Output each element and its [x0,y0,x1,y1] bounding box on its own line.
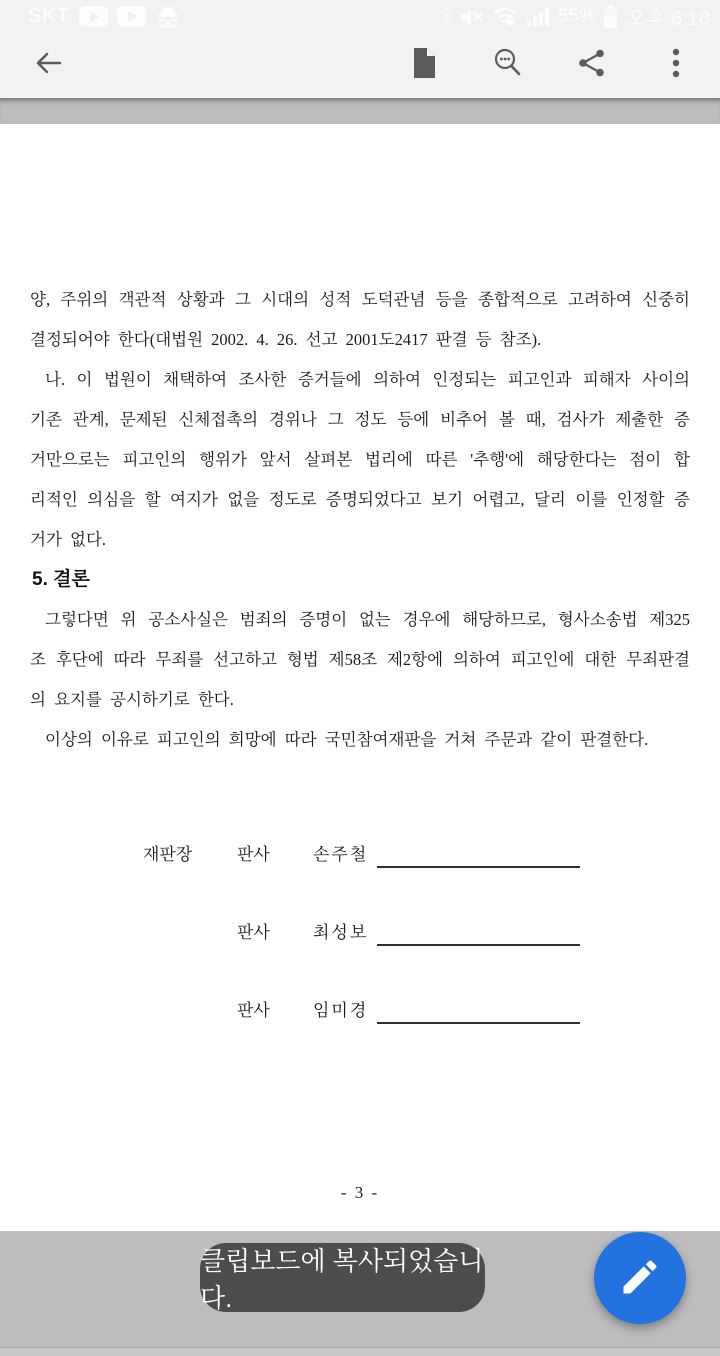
status-bar-left [28,5,181,29]
signature-row [143,835,690,875]
document-text-line: 거만으로는 피고인의 행위가 앞서 살펴본 법리에 따른 '추행'에 해당한다는 점이 합 [30,450,690,469]
app-toolbar [0,33,720,98]
youtube-icon [117,6,146,27]
battery-icon [603,5,618,29]
judge-name-label: 손주철 [313,845,369,864]
toolbar-actions [382,33,718,93]
document-text-line: 결정되어야 한다(대법원 2002. 4. 26. 선고 2001도2417 판결 등 참조). [30,330,542,349]
page-gap [0,98,720,124]
signature-underline [377,1000,580,1024]
clipboard-toast [200,1243,485,1312]
bluetooth-icon [439,6,452,28]
document-text-line: 거가 없다. [30,530,107,549]
clock-label: 오후 6:18 [626,8,710,30]
document-text-line: 이상의 이유로 피고인의 희망에 따라 국민참여재판을 거쳐 주문과 같이 판결한다. [45,730,649,749]
judge-name-label: 임미경 [313,1001,369,1020]
status-bar [0,0,720,33]
page-view-button[interactable] [382,33,466,93]
pencil-icon [618,1255,662,1302]
status-bar-right [439,2,710,31]
signature-row [143,991,690,1031]
judge-title-label: 판사 [237,845,270,864]
back-button[interactable] [6,33,90,93]
search-zoom-icon [492,47,524,82]
signature-underline [377,844,580,868]
navigation-bar-strip [0,1347,720,1356]
section-heading: 5. 결론 [32,569,90,590]
judge-title-label: 판사 [237,1001,270,1020]
judge-title-label: 판사 [237,923,270,942]
page-number-label: - 3 - [340,1183,380,1202]
edit-fab-button[interactable] [594,1232,686,1324]
signal-strength-icon [527,7,551,27]
signature-row [143,913,690,953]
document-text-line: 그렇다면 위 공소사실은 범죄의 증명이 없는 경우에 해당하므로, 형사소송법 제325 [45,610,690,629]
document-text-line: 양, 주위의 객관적 상황과 그 시대의 성적 도덕관념 등을 종합적으로 고려하여 신중히 [30,290,690,309]
share-button[interactable] [550,33,634,93]
share-icon [577,48,607,81]
judge-role-label: 재판장 [143,845,193,864]
document-text-line: 의 요지를 공시하기로 한다. [30,690,234,709]
document-page-surface[interactable] [0,124,720,1231]
document-page-icon [410,47,438,82]
overflow-menu-icon [672,47,680,82]
carrier-label: SKT [28,5,70,27]
judge-name-label: 최성보 [313,923,369,942]
search-button[interactable] [466,33,550,93]
battery-percent-label: 55% [557,5,596,27]
signature-block [30,835,690,1031]
signature-underline [377,922,580,946]
mute-icon [459,6,485,28]
document-text-line: 나. 이 법원이 채택하여 조사한 증거들에 의하여 인정되는 피고인과 피해자 사이의 [45,370,690,389]
document-text-line: 조 후단에 따라 무죄를 선고하고 형법 제58조 제2항에 의하여 피고인에 대한 무죄판결 [30,650,690,669]
document-text-line: 리적인 의심을 할 여지가 없을 정도로 증명되었다고 보기 어렵고, 달리 이를 인정할 증 [30,490,690,509]
overflow-menu-button[interactable] [634,33,718,93]
youtube-icon [79,6,108,27]
document-text-line: 기존 관계, 문제된 신체접촉의 경위나 그 정도 등에 비추어 볼 때, 검사가 제출한 증 [30,410,690,429]
incognito-icon [155,5,181,29]
toast-message: 클립보드에 복사되었습니다. [200,1245,484,1313]
wifi-lock-icon [492,6,520,28]
back-arrow-icon [32,48,64,81]
